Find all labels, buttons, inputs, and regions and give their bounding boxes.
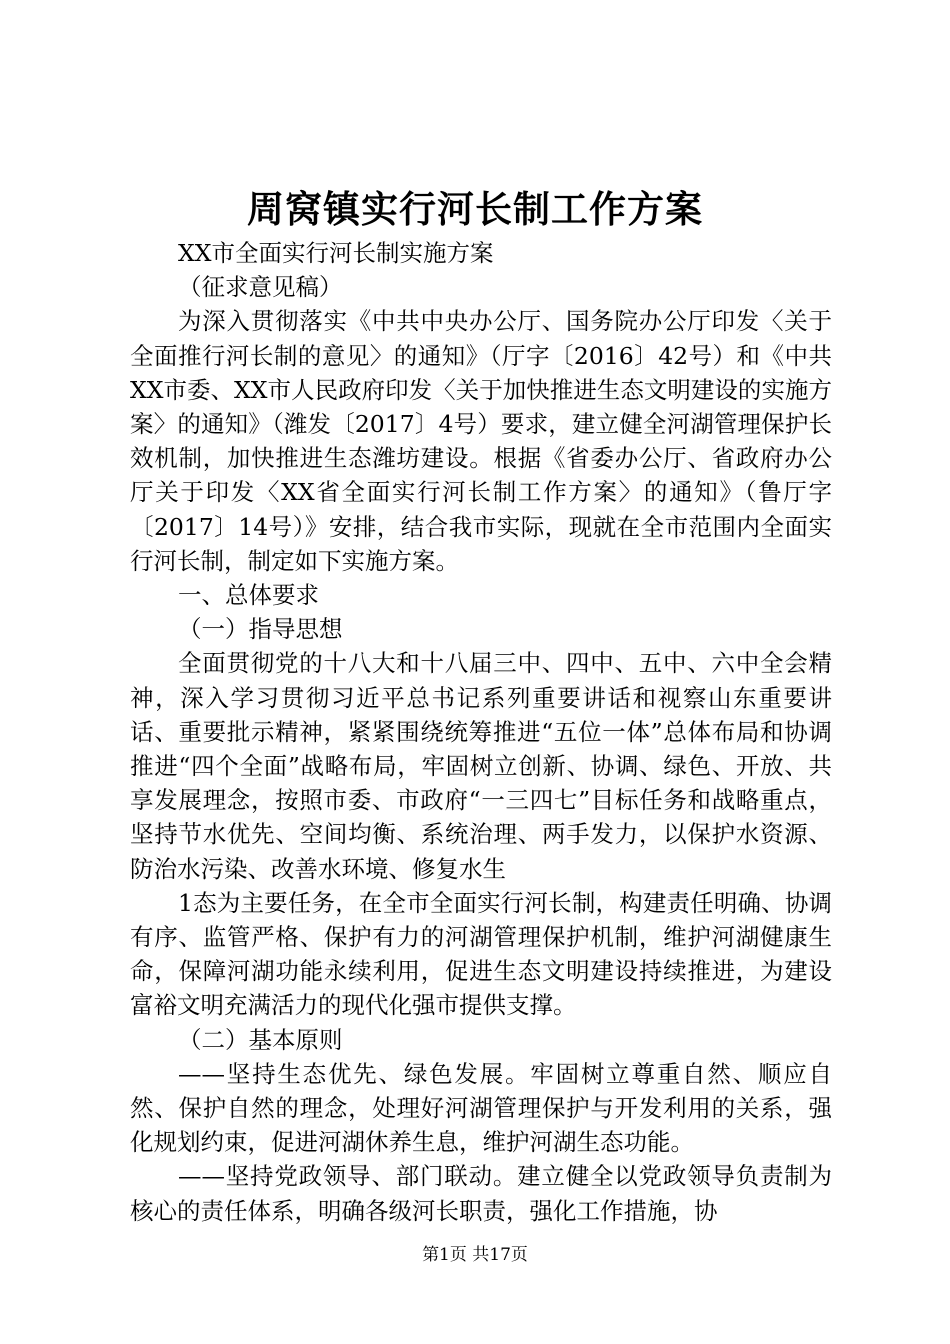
paragraph-principle-leadership: ——坚持党政领导、部门联动。建立健全以党政领导负责制为核心的责任体系，明确各级河长职责，强化工作措施，协 — [130, 1162, 832, 1225]
paragraph-draft-note: （征求意见稿） — [178, 273, 343, 302]
document-body — [130, 236, 832, 1228]
paragraph-subtitle: XX市全面实行河长制实施方案 — [178, 239, 494, 267]
paragraph-main-tasks: 1态为主要任务，在全市全面实行河长制，构建责任明确、协调有序、监管严格、保护有力的河湖管理保护机制，维护河湖健康生命，保障河湖功能永续利用，促进生态文明建设持续推进，为建设富裕文明充满活力的现代化强市提供支撑。 — [130, 888, 832, 1020]
document-title: 周窝镇实行河长制工作方案 — [247, 187, 703, 231]
paragraph-intro: 为深入贯彻落实《中共中央办公厅、国务院办公厅印发〈关于全面推行河长制的意见〉的通知》（厅字〔2016〕42号）和《中共XX市委、XX市人民政府印发〈关于加快推进生态文明建设的实施方案〉的通知》（潍发〔2017〕4号）要求，建立健全河湖管理保护长效机制，加快推进生态潍坊建设。根据《省委办公厅、省政府办公厅关于印发〈XX省全面实行河长制工作方案〉的通知》（鲁厅字〔2017〕14号）》安排，结合我市实际，现就在全市范围内全面实行河长制，制定如下实施方案。 — [130, 307, 832, 575]
heading-basic-principles: （二）基本原则 — [178, 1025, 343, 1054]
paragraph-guiding-ideology: 全面贯彻党的十八大和十八届三中、四中、五中、六中全会精神，深入学习贯彻习近平总书记系列重要讲话和视察山东重要讲话、重要批示精神，紧紧围绕统筹推进“五位一体”总体布局和协调推进“四个全面”战略布局，牢固树立创新、协调、绿色、开放、共享发展理念，按照市委、市政府“一三四七”目标任务和战略重点，坚持节水优先、空间均衡、系统治理、两手发力，以保护水资源、防治水污染、改善水环境、修复水生 — [130, 649, 832, 883]
paragraph-principle-ecology: ——坚持生态优先、绿色发展。牢固树立尊重自然、顺应自然、保护自然的理念，处理好河湖管理保护与开发利用的关系，强化规划约束，促进河湖休养生息，维护河湖生态功能。 — [130, 1059, 832, 1157]
heading-general-requirements: 一、总体要求 — [178, 581, 319, 610]
heading-guiding-ideology: （一）指导思想 — [178, 615, 343, 644]
page-footer: 第1页 共17页 — [422, 1245, 528, 1265]
